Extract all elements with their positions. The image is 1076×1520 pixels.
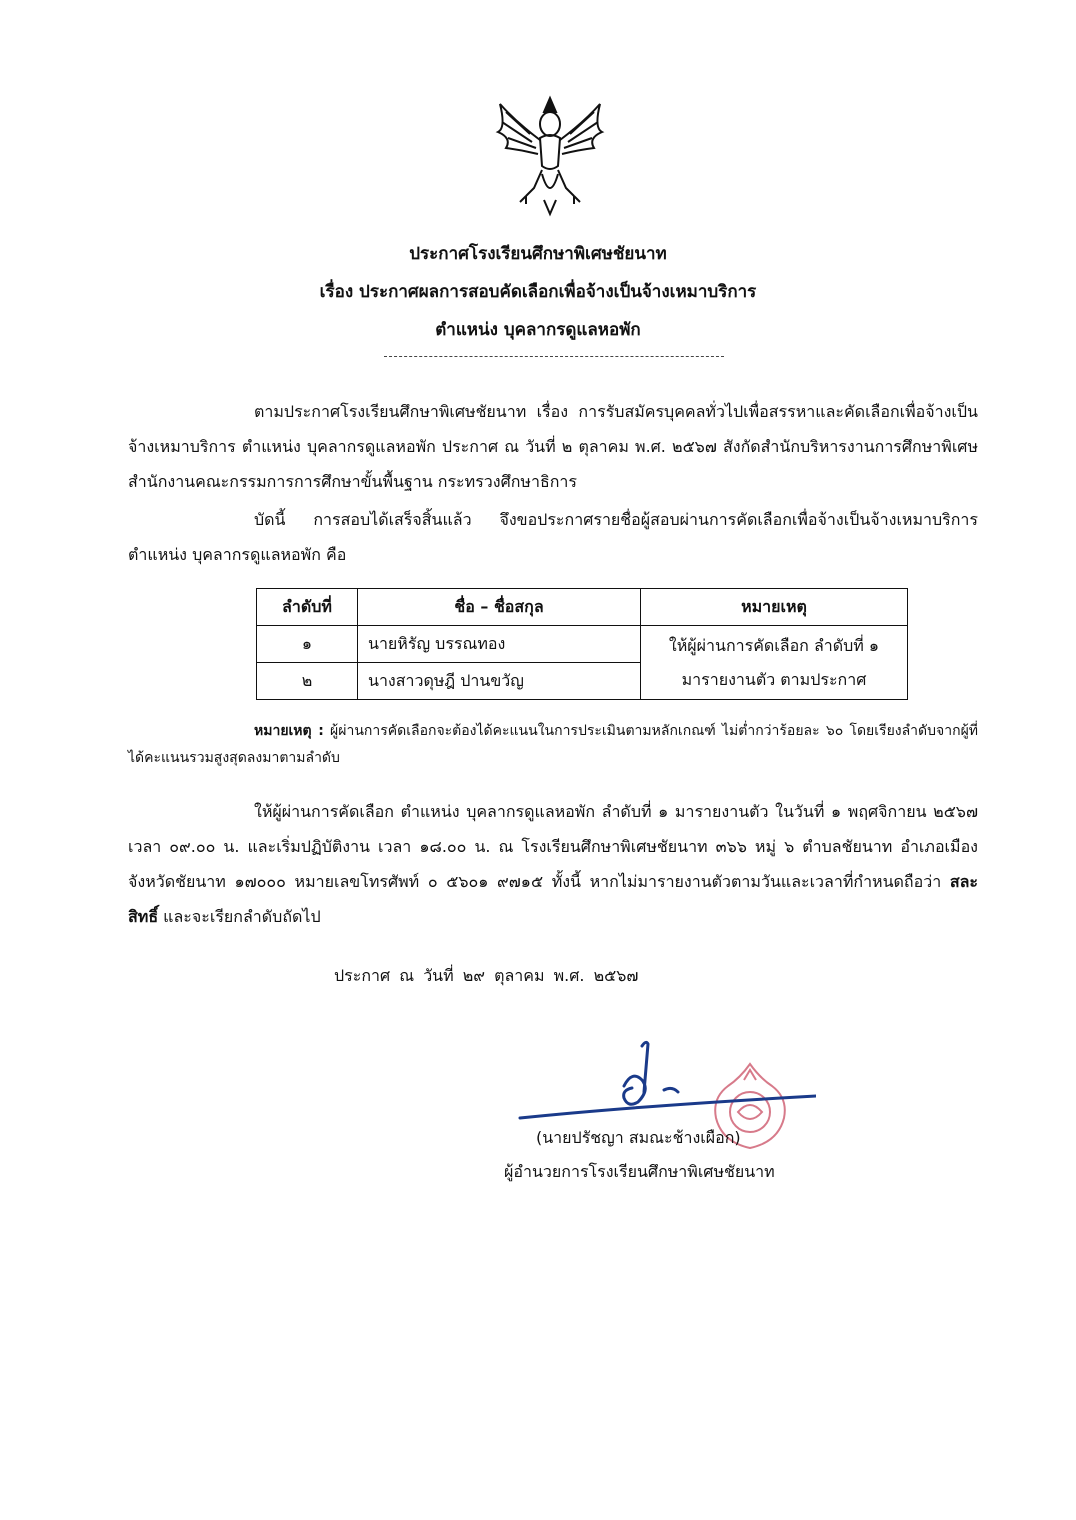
signature-mark (516, 1036, 816, 1136)
announcement-title: ประกาศโรงเรียนศึกษาพิเศษชัยนาท (409, 244, 667, 264)
remark-line: มารายงานตัว ตามประกาศ (681, 669, 867, 689)
header-divider (384, 356, 724, 357)
paragraph-result (128, 502, 978, 572)
candidate-name: นางสาวดุษฎี ปานขวัญ (358, 663, 641, 700)
paragraph-report (128, 794, 978, 934)
table-header-row (257, 589, 908, 626)
forfeit-emphasis: สละสิทธิ์ (128, 872, 979, 926)
results-table (256, 588, 908, 700)
row-number: ๒ (257, 663, 358, 700)
paragraph-result-text: บัดนี้ การสอบได้เสร็จสิ้นแล้ว จึงขอประกาศรายชื่อผู้สอบผ่านการคัดเลือกเพื่อจ้างเป็นจ้างเหมาบริการ ตำแหน่ง บุคลากรดูแลหอพัก คือ (128, 510, 978, 564)
paragraph-reference-text: ตามประกาศโรงเรียนศึกษาพิเศษชัยนาท เรื่อง การรับสมัครบุคคลทั่วไปเพื่อสรรหาและคัดเลือกเพื่อจ้างเป็นจ้างเหมาบริการ ตำแหน่ง บุคลากรดูแลหอพัก ประกาศ ณ วันที่ ๒ ตุลาคม พ.ศ. ๒๕๖๗ สังกัดสำนักบริหารงานการศึกษาพิเศษ สำนักงานคณะกรรมการการศึกษาขั้นพื้นฐาน กระทรวงศึกษาธิการ (128, 402, 978, 491)
announcement-date: ประกาศ ณ วันที่ ๒๙ ตุลาคม พ.ศ. ๒๕๖๗ (334, 966, 639, 985)
report-text: ให้ผู้ผ่านการคัดเลือก ตำแหน่ง บุคลากรดูแลหอพัก ลำดับที่ ๑ มารายงานตัว ในวันที่ ๑ พฤศจิกายน ๒๕๖๗ เวลา ๐๙.๐๐ น. และเริ่มปฏิบัติงาน เวลา ๑๘.๐๐ น. ณ โรงเรียนศึกษาพิเศษชัยนาท ๓๖๖ หมู่ ๖ ตำบลชัยนาท อำเภอเมือง จังหวัดชัยนาท ๑๗๐๐๐ หมายเลขโทรศัพท์ ๐ ๕๖๐๑ ๙๗๑๕ ทั้งนี้ หากไม่มารายงานตัวตามวันและเวลาที่กำหนดถือว่า (128, 802, 978, 891)
row-number: ๑ (257, 626, 358, 663)
candidate-name: นายหิรัญ บรรณทอง (358, 626, 641, 663)
announcement-position: ตำแหน่ง บุคลากรดูแลหอพัก (435, 320, 641, 340)
report-text-after: และจะเรียกลำดับถัดไป (163, 907, 321, 926)
remark-cell (641, 626, 908, 700)
announcement-subject: เรื่อง ประกาศผลการสอบคัดเลือกเพื่อจ้างเป็นจ้างเหมาบริการ (319, 282, 757, 302)
signatory-title: ผู้อำนวยการโรงเรียนศึกษาพิเศษชัยนาท (504, 1162, 775, 1181)
remark-line: ให้ผู้ผ่านการคัดเลือก ลำดับที่ ๑ (668, 635, 880, 655)
note-block (128, 718, 978, 772)
paragraph-reference (128, 394, 978, 499)
garuda-emblem-icon (486, 92, 614, 220)
note-label: หมายเหตุ : (254, 723, 324, 739)
signatory-name: (นายปรัชญา สมณะช้างเผือก) (536, 1128, 741, 1147)
table-row (257, 626, 908, 663)
column-header-name: ชื่อ – ชื่อสกุล (358, 589, 641, 626)
column-header-remark: หมายเหตุ (641, 589, 908, 626)
note-text: ผู้ผ่านการคัดเลือกจะต้องได้คะแนนในการประเมินตามหลักเกณฑ์ ไม่ต่ำกว่าร้อยละ ๖๐ โดยเรียงลำดับจากผู้ที่ได้คะแนนรวมสูงสุดลงมาตามลำดับ (128, 723, 978, 766)
column-header-order: ลำดับที่ (257, 589, 358, 626)
